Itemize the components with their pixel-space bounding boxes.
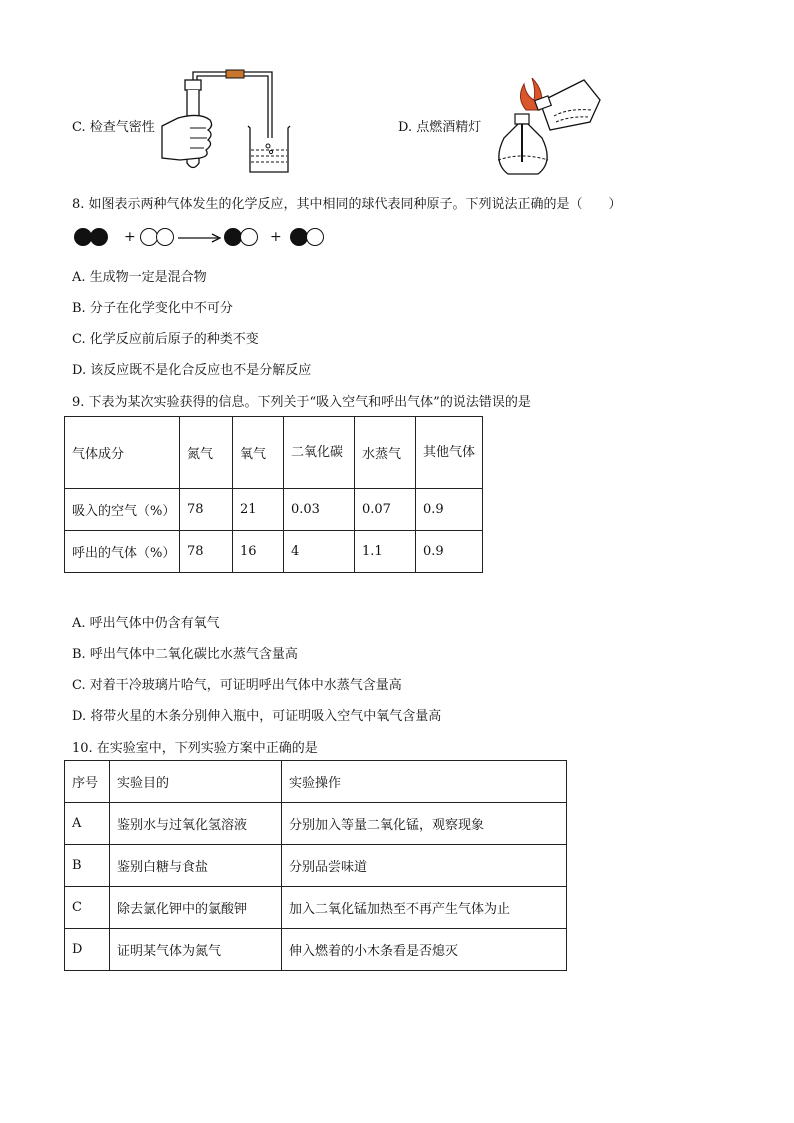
q10-stem: 10. 在实验室中，下列实验方案中正确的是: [72, 741, 318, 756]
table-row: [65, 929, 567, 971]
table-header-cell: 气体成分: [65, 417, 180, 489]
table-cell: 证明某气体为氮气: [110, 929, 282, 971]
airtightness-apparatus-figure: [160, 68, 300, 178]
table-cell: C: [65, 887, 110, 929]
option-c-label: C. 检查气密性: [72, 120, 155, 135]
q8-option-d: D. 该反应既不是化合反应也不是分解反应: [72, 363, 312, 378]
white-atom: [156, 228, 174, 246]
option-d-label: D. 点燃酒精灯: [398, 120, 482, 135]
table-cell: 分别品尝味道: [282, 845, 567, 887]
q10-experiment-table: [64, 760, 567, 971]
table-header-row: [65, 417, 483, 489]
black-atom: [90, 228, 108, 246]
table-cell: 16: [233, 531, 284, 573]
table-row: [65, 803, 567, 845]
table-header-cell: 二氧化碳: [284, 417, 355, 489]
table-header-cell: 实验操作: [282, 761, 567, 803]
table-cell: 伸入燃着的小木条看是否熄灭: [282, 929, 567, 971]
plus-sign: +: [124, 229, 136, 245]
table-row: [65, 531, 483, 573]
table-cell: 21: [233, 489, 284, 531]
table-header-cell: 实验目的: [110, 761, 282, 803]
q9-option-c: C. 对着干冷玻璃片哈气，可证明呼出气体中水蒸气含量高: [72, 678, 402, 693]
alcohol-lamp-figure: [488, 70, 608, 180]
table-header-cell: 水蒸气: [355, 417, 416, 489]
q9-stem: 9. 下表为某次实验获得的信息。下列关于“吸入空气和呼出气体”的说法错误的是: [72, 395, 531, 410]
table-cell: 鉴别水与过氧化氢溶液: [110, 803, 282, 845]
table-cell: B: [65, 845, 110, 887]
table-cell: 0.03: [284, 489, 355, 531]
reaction-arrow: [178, 232, 222, 244]
product-molecule-1: [224, 228, 264, 248]
table-cell: 除去氯化钾中的氯酸钾: [110, 887, 282, 929]
table-cell: 加入二氧化锰加热至不再产生气体为止: [282, 887, 567, 929]
white-atom: [240, 228, 258, 246]
table-cell: 鉴别白糖与食盐: [110, 845, 282, 887]
product-molecule-2: [290, 228, 330, 248]
table-row: [65, 489, 483, 531]
q9-option-d: D. 将带火星的木条分别伸入瓶中，可证明吸入空气中氧气含量高: [72, 709, 442, 724]
table-cell: 4: [284, 531, 355, 573]
table-row: [65, 887, 567, 929]
table-cell: 呼出的气体（%）: [65, 531, 180, 573]
table-cell: A: [65, 803, 110, 845]
q8-stem: 8. 如图表示两种气体发生的化学反应，其中相同的球代表同种原子。下列说法正确的是（ ）: [72, 197, 622, 212]
table-header-cell: 氧气: [233, 417, 284, 489]
table-header-row: [65, 761, 567, 803]
table-cell: 0.07: [355, 489, 416, 531]
q9-option-b: B. 呼出气体中二氧化碳比水蒸气含量高: [72, 647, 298, 662]
table-cell: D: [65, 929, 110, 971]
table-cell: 分别加入等量二氧化锰，观察现象: [282, 803, 567, 845]
table-header-cell: 氮气: [180, 417, 233, 489]
q9-option-a: A. 呼出气体中仍含有氧气: [72, 616, 220, 631]
plus-sign: +: [270, 229, 282, 245]
table-cell: 0.9: [416, 531, 483, 573]
table-header-cell: 序号: [65, 761, 110, 803]
table-cell: 0.9: [416, 489, 483, 531]
table-row: [65, 845, 567, 887]
table-cell: 78: [180, 489, 233, 531]
table-cell: 1.1: [355, 531, 416, 573]
table-header-cell: 其他气体: [416, 417, 483, 489]
q9-gas-table: [64, 416, 483, 573]
white-atom: [306, 228, 324, 246]
q8-option-a: A. 生成物一定是混合物: [72, 270, 207, 285]
table-cell: 78: [180, 531, 233, 573]
q8-option-b: B. 分子在化学变化中不可分: [72, 301, 233, 316]
reactant-molecule-white: [140, 228, 180, 248]
q8-option-c: C. 化学反应前后原子的种类不变: [72, 332, 259, 347]
reactant-molecule-black: [74, 228, 114, 248]
table-cell: 吸入的空气（%）: [65, 489, 180, 531]
